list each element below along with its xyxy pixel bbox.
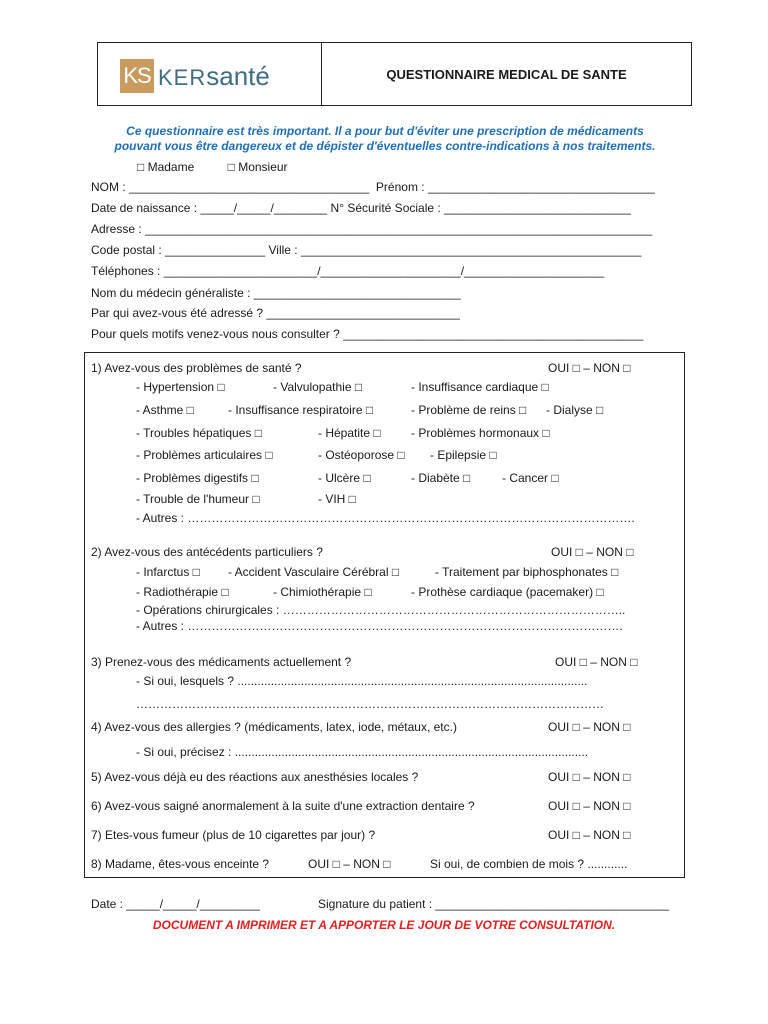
form-field-line[interactable]: Pour quels motifs venez-vous nous consulter ? _____________________________________________ xyxy=(91,327,644,341)
question-label: 1) Avez-vous des problèmes de santé ? xyxy=(91,361,302,375)
intro-line-2: pouvant vous être dangereux et de dépister d'éventuelles contre-indications à nos traitements. xyxy=(114,139,656,153)
question-label: 4) Avez-vous des allergies ? (médicaments, latex, iode, métaux, etc.) xyxy=(91,720,457,734)
checkbox-option[interactable]: - Insuffisance cardiaque □ xyxy=(411,380,549,394)
form-field-line[interactable]: Téléphones : _______________________/_____________________/_____________________ xyxy=(91,264,605,278)
checkbox-option[interactable]: - Radiothérapie □ xyxy=(136,585,229,599)
civility-checkboxes[interactable]: □ Madame □ Monsieur xyxy=(137,160,288,174)
checkbox-option[interactable]: - Problème de reins □ xyxy=(411,403,527,417)
question-label: 2) Avez-vous des antécédents particuliers ? xyxy=(91,545,323,559)
checkbox-option[interactable]: - Accident Vasculaire Cérébral □ xyxy=(228,565,400,579)
checkbox-option[interactable]: - Dialyse □ xyxy=(546,403,604,417)
question-label: 8) Madame, êtes-vous enceinte ? xyxy=(91,857,270,871)
checkbox-option[interactable]: - Problèmes digestifs □ xyxy=(136,471,259,485)
checkbox-option[interactable]: - Diabète □ xyxy=(411,471,471,485)
checkbox-option[interactable]: - Valvulopathie □ xyxy=(273,380,363,394)
checkbox-option[interactable]: - Si oui, précisez : .......................................................................................................... xyxy=(136,745,589,759)
checkbox-option[interactable]: - Epilepsie □ xyxy=(430,448,497,462)
checkbox-option[interactable]: - Autres : …………………………………………………………………………………………………. xyxy=(136,511,635,525)
form-field-line[interactable]: NOM : ____________________________________ Prénom : __________________________________ xyxy=(91,180,655,194)
checkbox-option[interactable]: - Cancer □ xyxy=(502,471,559,485)
checkbox-option[interactable]: - Infarctus □ xyxy=(136,565,200,579)
question-label: 7) Etes-vous fumeur (plus de 10 cigarettes par jour) ? xyxy=(91,828,376,842)
checkbox-option[interactable]: ……………………………………………………………………………………………………… xyxy=(136,697,604,711)
yes-no-checkboxes[interactable]: OUI □ – NON □ xyxy=(548,361,631,375)
checkbox-option[interactable]: - Asthme □ xyxy=(136,403,194,417)
logo-ks-mark: KS xyxy=(120,59,154,93)
logo-sante: santé xyxy=(206,61,270,91)
signature-field[interactable]: Signature du patient : ___________________________________ xyxy=(318,897,669,911)
checkbox-option[interactable]: - Ostéoporose □ xyxy=(318,448,405,462)
form-field-line[interactable]: Nom du médecin généraliste : _______________________________ xyxy=(91,286,461,300)
intro-line-1: Ce questionnaire est très important. Il a pour but d'éviter une prescription de médicaments xyxy=(126,124,644,138)
checkbox-option[interactable]: - Si oui, lesquels ? ......................................................................................................... xyxy=(136,674,588,688)
yes-no-checkboxes[interactable]: OUI □ – NON □ xyxy=(555,655,638,669)
yes-no-checkboxes[interactable]: OUI □ – NON □ xyxy=(548,770,631,784)
checkbox-option[interactable]: - Hépatite □ xyxy=(318,426,381,440)
checkbox-option[interactable]: - Chimiothérapie □ xyxy=(273,585,372,599)
form-field-line[interactable]: Adresse : ____________________________________________________________________________ xyxy=(91,222,653,236)
yes-no-checkboxes[interactable]: OUI □ – NON □ xyxy=(548,828,631,842)
document-title: QUESTIONNAIRE MEDICAL DE SANTE xyxy=(386,66,627,82)
checkbox-option[interactable]: - Trouble de l'humeur □ xyxy=(136,492,260,506)
yes-no-checkboxes[interactable]: OUI □ – NON □ xyxy=(551,545,634,559)
form-field-line[interactable]: Par qui avez-vous été adressé ? _____________________________ xyxy=(91,306,460,320)
yes-no-checkboxes[interactable]: OUI □ – NON □ xyxy=(548,799,631,813)
checkbox-option[interactable]: - Autres : ………………………………………………………………………………………………. xyxy=(136,619,623,633)
checkbox-option[interactable]: - Troubles hépatiques □ xyxy=(136,426,262,440)
question-label: 6) Avez-vous saigné anormalement à la suite d'une extraction dentaire ? xyxy=(91,799,475,813)
date-field[interactable]: Date : _____/_____/_________ xyxy=(91,897,260,911)
checkbox-option[interactable]: - Problèmes hormonaux □ xyxy=(411,426,550,440)
form-field-line[interactable]: Date de naissance : _____/_____/________ N° Sécurité Sociale : ____________________________ xyxy=(91,201,631,215)
form-field-line[interactable]: Code postal : _______________ Ville : ___________________________________________________ xyxy=(91,243,642,257)
checkbox-option[interactable]: Si oui, de combien de mois ? ............ xyxy=(430,857,628,871)
checkbox-option[interactable]: - Hypertension □ xyxy=(136,380,225,394)
checkbox-option[interactable]: - VIH □ xyxy=(318,492,356,506)
print-notice: DOCUMENT A IMPRIMER ET A APPORTER LE JOUR DE VOTRE CONSULTATION. xyxy=(152,918,616,932)
checkbox-option[interactable]: - Opérations chirurgicales : ………………………………………………………………………….. xyxy=(136,603,626,617)
question-label: 3) Prenez-vous des médicaments actuellement ? xyxy=(91,655,352,669)
checkbox-option[interactable]: - Problèmes articulaires □ xyxy=(136,448,273,462)
yes-no-checkboxes[interactable]: OUI □ – NON □ xyxy=(548,720,631,734)
kersante-logo xyxy=(120,59,305,93)
yes-no-checkboxes[interactable]: OUI □ – NON □ xyxy=(308,857,391,871)
checkbox-option[interactable]: - Ulcère □ xyxy=(318,471,371,485)
checkbox-option[interactable]: - Insuffisance respiratoire □ xyxy=(228,403,374,417)
checkbox-option[interactable]: - Traitement par biphosphonates □ xyxy=(435,565,619,579)
header-box xyxy=(97,42,692,106)
question-label: 5) Avez-vous déjà eu des réactions aux anesthésies locales ? xyxy=(91,770,419,784)
logo-wordmark xyxy=(158,61,270,93)
checkbox-option[interactable]: - Prothèse cardiaque (pacemaker) □ xyxy=(411,585,604,599)
logo-ker: KER xyxy=(158,65,207,90)
